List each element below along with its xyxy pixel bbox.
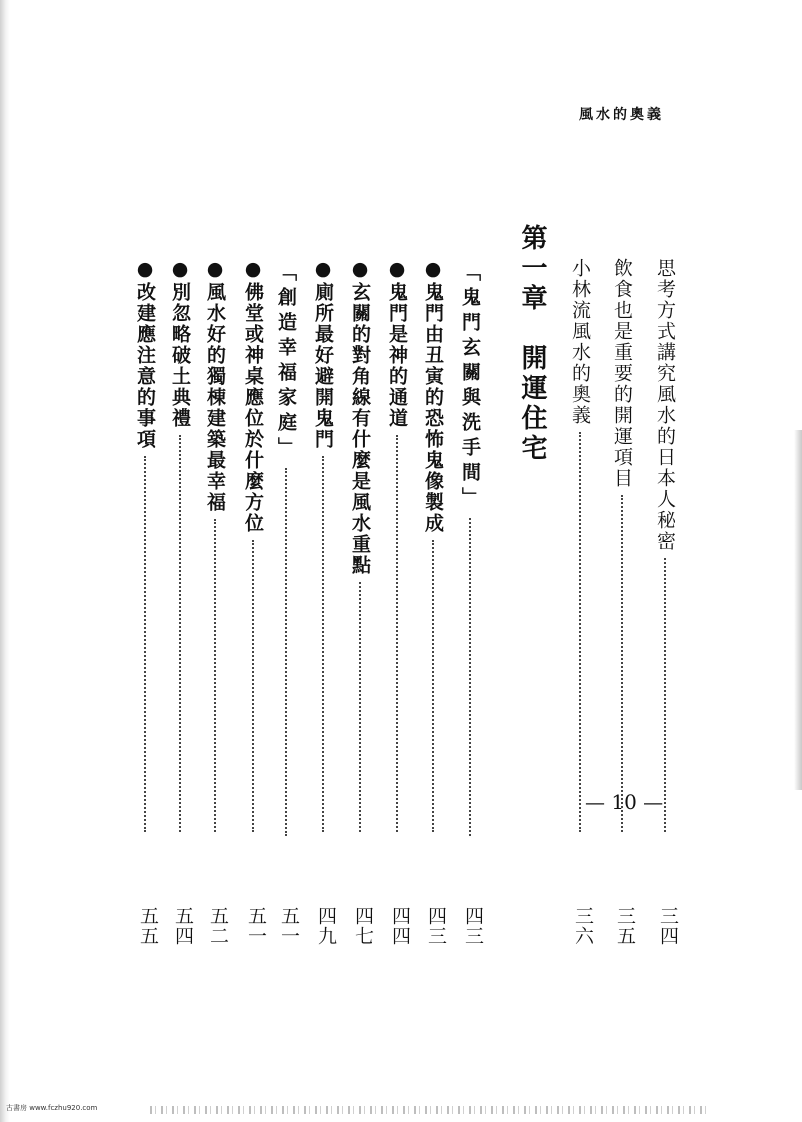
- toc-entry: [345, 258, 375, 838]
- toc-entry-page: 四三: [462, 906, 484, 946]
- toc-entry-title: ●鬼門由丑寅的恐怖鬼像製成: [422, 258, 444, 534]
- toc-entry-title: 飲食也是重要的開運項目: [611, 258, 633, 489]
- toc-section-title: 「創造幸福家庭」: [275, 262, 297, 462]
- toc-section-title: 「鬼門玄關與洗手間」: [459, 262, 481, 512]
- dotted-leader: [396, 435, 398, 832]
- toc-entry-title: ●廁所最好避開鬼門: [312, 258, 334, 450]
- toc-section-heading: [455, 262, 485, 842]
- toc-entry-title: ●玄關的對角線有什麼是風水重點: [349, 258, 371, 576]
- toc-entry: [565, 258, 595, 838]
- toc-entry: [650, 258, 680, 838]
- dotted-leader: [359, 582, 361, 832]
- toc-entry: [238, 258, 268, 838]
- dotted-leader: [664, 558, 666, 832]
- toc-entry: [200, 258, 230, 838]
- page-edge-shadow: [794, 430, 802, 790]
- dotted-leader: [322, 456, 324, 832]
- toc-entry-page: 四四: [389, 906, 411, 946]
- toc-entry-title: ●別忽略破土典禮: [169, 258, 191, 429]
- toc-entry: [308, 258, 338, 838]
- dotted-leader: [469, 518, 471, 836]
- toc-entry-page: 三四: [657, 906, 679, 946]
- toc-entry: [607, 258, 637, 838]
- toc-entry-page: 四三: [425, 906, 447, 946]
- binding-edge-shadow: [0, 0, 10, 1122]
- toc-entry: [130, 258, 160, 838]
- toc-entry-title: ●佛堂或神桌應位於什麼方位: [242, 258, 264, 534]
- toc-entry-title: ●改建應注意的事項: [134, 258, 156, 450]
- scan-artifact: [150, 1106, 710, 1114]
- toc-entry-page: 四九: [315, 906, 337, 946]
- dotted-leader: [621, 495, 623, 832]
- toc-entry: [165, 258, 195, 838]
- toc-entry-page: 四七: [352, 906, 374, 946]
- toc-entry-title: ●風水好的獨棟建築最幸福: [204, 258, 226, 513]
- toc-entry-page: 五二: [207, 906, 229, 946]
- dotted-leader: [579, 432, 581, 832]
- dotted-leader: [285, 468, 287, 836]
- toc-entry-page: 五五: [137, 906, 159, 946]
- toc-entry-page: 五四: [172, 906, 194, 946]
- toc-entry-title: 小林流風水的奧義: [569, 258, 591, 426]
- chapter-heading: 第一章 開運住宅: [517, 224, 547, 464]
- toc-entry: [382, 258, 412, 838]
- toc-section-heading: [271, 262, 301, 842]
- dotted-leader: [214, 519, 216, 832]
- dotted-leader: [144, 456, 146, 832]
- dotted-leader: [252, 540, 254, 832]
- toc-entry-title: 思考方式講究風水的日本人秘密: [654, 258, 676, 552]
- page-number: — 10 —: [585, 790, 664, 814]
- toc-entry-page: 三五: [614, 906, 636, 946]
- toc-entry-page: 五一: [278, 906, 300, 946]
- toc-entry-page: 五一: [245, 906, 267, 946]
- dotted-leader: [432, 540, 434, 832]
- toc-entry-page: 三六: [572, 906, 594, 946]
- toc-entry: [418, 258, 448, 838]
- dotted-leader: [179, 435, 181, 832]
- footer-credit: 古書房 www.fczhu920.com: [6, 1104, 98, 1112]
- toc-entry-title: ●鬼門是神的通道: [386, 258, 408, 429]
- running-head: 風水的奧義: [579, 107, 664, 123]
